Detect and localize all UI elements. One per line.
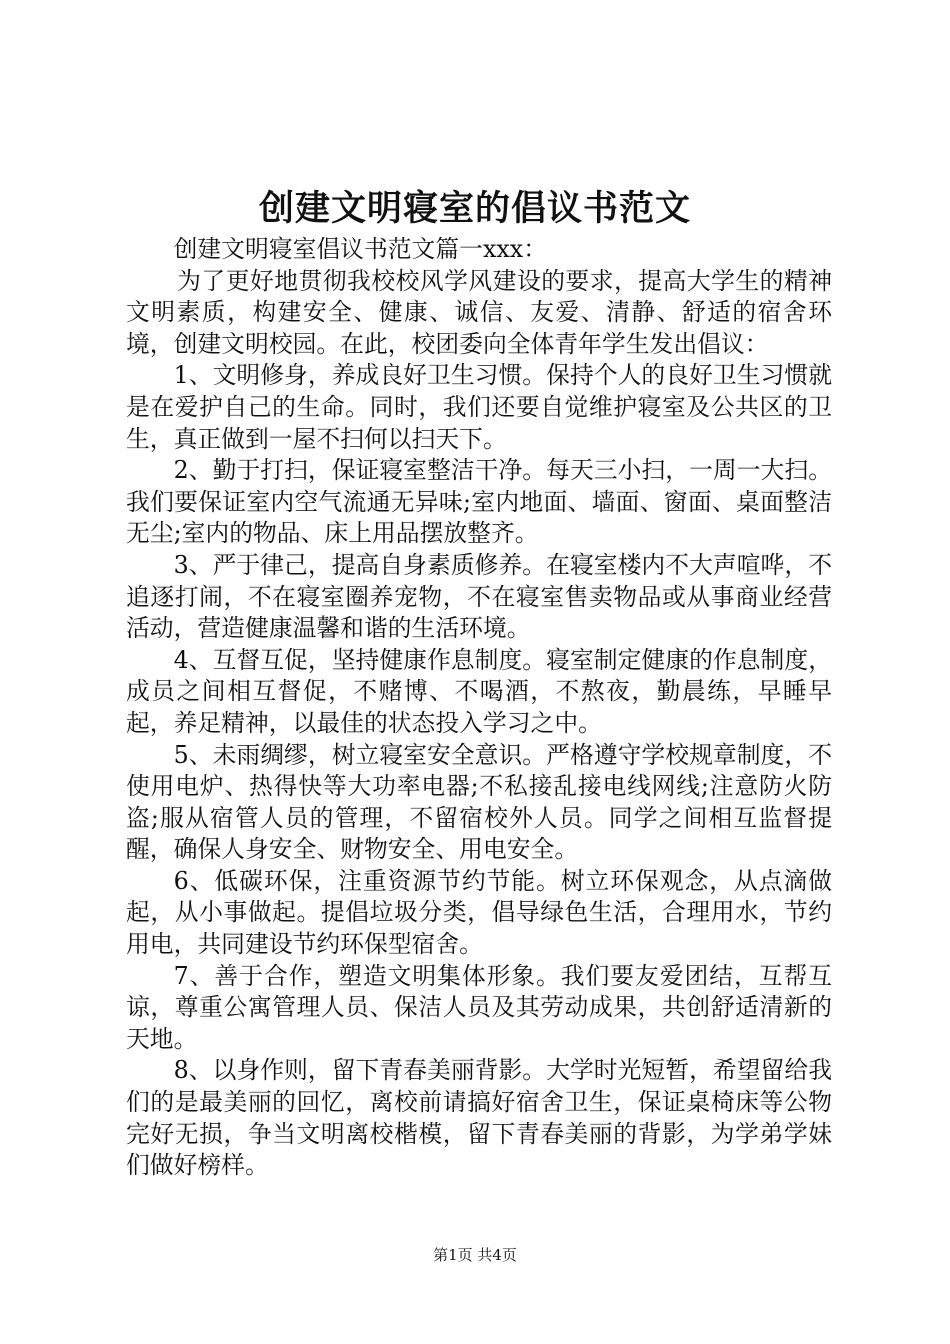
item-8-paragraph: 8、以身作则，留下青春美丽背影。大学时光短暂，希望留给我们的是最美丽的回忆，离校前请搞好宿舍卫生，保证桌椅床等公物完好无损，争当文明离校楷模，留下青春美丽的背影，为学弟学妹们做好榜样。 (126, 1056, 832, 1180)
item-5-paragraph: 5、未雨绸缪，树立寝室安全意识。严格遵守学校规章制度，不使用电炉、热得快等大功率电器;不私接乱接电线网线;注意防火防盗;服从宿管人员的管理，不留宿校外人员。同学之间相互监督提醒，确保人身安全、财物安全、用电安全。 (126, 740, 832, 864)
document-title: 创建文明寝室的倡议书范文 (258, 188, 691, 229)
item-4-paragraph: 4、互督互促，坚持健康作息制度。寝室制定健康的作息制度，成员之间相互督促，不赌博、不喝酒，不熬夜，勤晨练，早睡早起，养足精神，以最佳的状态投入学习之中。 (126, 645, 832, 737)
item-6-paragraph: 6、低碳环保，注重资源节约节能。树立环保观念，从点滴做起，从小事做起。提倡垃圾分类，倡导绿色生活，合理用水，节约用电，共同建设节约环保型宿舍。 (126, 866, 832, 959)
subheading: 创建文明寝室倡议书范文篇一xxx： (173, 235, 548, 263)
intro-paragraph: 为了更好地贯彻我校校风学风建设的要求，提高大学生的精神文明素质，构建安全、健康、诚信、友爱、清静、舒适的宿舍环境，创建文明校园。在此，校团委向全体青年学生发出倡议： (126, 266, 832, 358)
page-number-footer: 第1页 共4页 (433, 1246, 517, 1264)
document-body (126, 234, 832, 1182)
item-1-paragraph: 1、文明修身，养成良好卫生习惯。保持个人的良好卫生习惯就是在爱护自己的生命。同时，我们还要自觉维护寝室及公共区的卫生，真正做到一屋不扫何以扫天下。 (126, 361, 832, 453)
item-2-paragraph: 2、勤于打扫，保证寝室整洁干净。每天三小扫，一周一大扫。我们要保证室内空气流通无异味;室内地面、墙面、窗面、桌面整洁无尘;室内的物品、床上用品摆放整齐。 (126, 456, 832, 548)
item-3-paragraph: 3、严于律己，提高自身素质修养。在寝室楼内不大声喧哗，不追逐打闹，不在寝室圈养宠物，不在寝室售卖物品或从事商业经营活动，营造健康温馨和谐的生活环境。 (126, 550, 832, 643)
item-7-paragraph: 7、善于合作，塑造文明集体形象。我们要友爱团结，互帮互谅，尊重公寓管理人员、保洁人员及其劳动成果，共创舒适清新的天地。 (126, 961, 832, 1053)
